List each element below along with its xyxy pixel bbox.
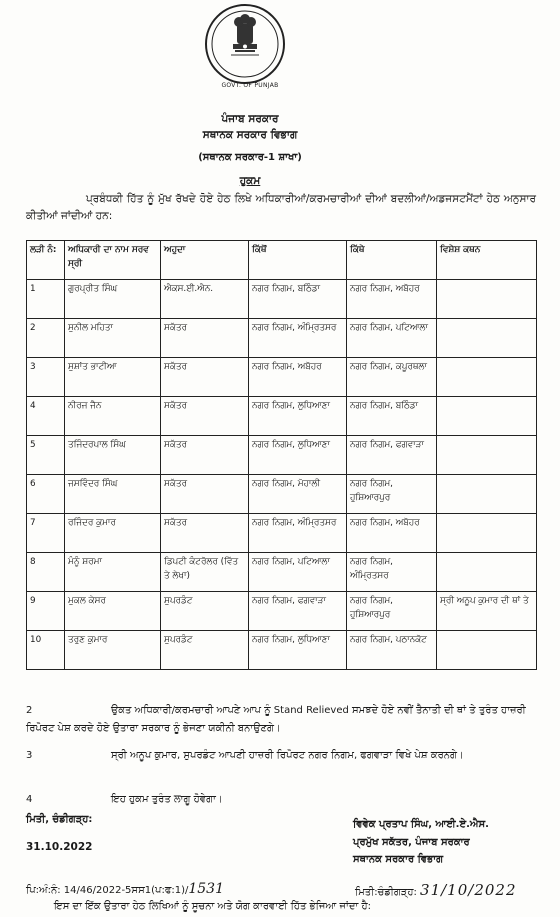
paragraph-number: 3 xyxy=(26,750,33,761)
col-header-name: ਅਧਿਕਾਰੀ ਦਾ ਨਾਮ ਸਰਵ ਸ੍ਰੀ xyxy=(65,241,161,280)
cell-remarks xyxy=(437,514,537,553)
cell-to: ਨਗਰ ਨਿਗਮ, ਪਠਾਨਕੋਟ xyxy=(347,631,437,670)
state-emblem-icon xyxy=(203,2,287,86)
cell-remarks: ਸ੍ਰੀ ਅਨੂਪ ਕੁਮਾਰ ਦੀ ਥਾਂ ਤੇ xyxy=(437,592,537,631)
cell-remarks xyxy=(437,358,537,397)
cell-name: ਨੀਰਜ ਜੈਨ xyxy=(65,397,161,436)
paragraph-4 xyxy=(26,791,541,809)
cell-designation: ਸਕੱਤਰ xyxy=(161,514,249,553)
cell-remarks xyxy=(437,319,537,358)
cell-remarks xyxy=(437,475,537,514)
endorsement-date-prefix: ਮਿਤੀ:ਚੰਡੀਗੜ੍ਹ: xyxy=(355,887,417,898)
order-date: 31.10.2022 xyxy=(26,841,93,853)
cell-from: ਨਗਰ ਨਿਗਮ, ਮੋਹਾਲੀ xyxy=(249,475,347,514)
header-branch: (ਸਥਾਨਕ ਸਰਕਾਰ-1 ਸ਼ਾਖਾ) xyxy=(198,152,302,163)
cell-name: ਮੁਕਲ ਕੇਸਰ xyxy=(65,592,161,631)
paragraph-text: ਸ੍ਰੀ ਅਨੂਪ ਕੁਮਾਰ, ਸੁਪਰਡੰਟ ਆਪਣੀ ਹਾਜ਼ਰੀ ਰਿਪੋਰਟ ਨਗਰ ਨਿਗਮ, ਫਗਵਾੜਾ ਵਿਖੇ ਪੇਸ਼ ਕਰਨਗੇ। xyxy=(111,750,464,761)
col-header-to: ਕਿੱਥੇ xyxy=(347,241,437,280)
cell-name: ਮੰਨੂੰ ਸ਼ਰਮਾ xyxy=(65,553,161,592)
cell-serial: 8 xyxy=(27,553,65,592)
table-row xyxy=(27,631,537,670)
paragraph-text: ਉਕਤ ਅਧਿਕਾਰੀ/ਕਰਮਚਾਰੀ ਆਪਣੇ ਆਪ ਨੂੰ Stand Relieved ਸਮਝਦੇ ਹੋਏ ਨਵੀਂ ਤੈਨਾਤੀ ਦੀ ਥਾਂ ਤੇ ਤੁਰੰਤ ਹਾਜ਼ਰੀ ਰਿਪੋਰਟ ਪੇਸ਼ ਕਰਦੇ ਹੋਏ ਉਤਾਰਾ ਸਰਕਾਰ ਨੂੰ ਭੇਜਣਾ ਯਕੀਨੀ ਬਨਾਉਣਗੇ। xyxy=(26,705,526,734)
cell-from: ਨਗਰ ਨਿਗਮ, ਲੁਧਿਆਣਾ xyxy=(249,436,347,475)
cell-to: ਨਗਰ ਨਿਗਮ, ਹੁਸ਼ਿਆਰਪੁਰ xyxy=(347,592,437,631)
cell-to: ਨਗਰ ਨਿਗਮ, ਪਟਿਆਲਾ xyxy=(347,319,437,358)
header-government: ਪੰਜਾਬ ਸਰਕਾਰ xyxy=(221,113,279,125)
cell-remarks xyxy=(437,436,537,475)
cell-name: ਤਰੁਣ ਕੁਮਾਰ xyxy=(65,631,161,670)
table-row xyxy=(27,436,537,475)
cell-name: ਜਸਵਿੰਦਰ ਸਿੰਘ xyxy=(65,475,161,514)
transfer-table xyxy=(26,240,537,670)
place-label: ਮਿਤੀ, ਚੰਡੀਗੜ੍ਹ: xyxy=(26,814,93,825)
cell-name: ਤਜਿੰਦਰਪਾਲ ਸਿੰਘ xyxy=(65,436,161,475)
cell-name: ਸੁਨੀਲ ਮਹਿਤਾ xyxy=(65,319,161,358)
handwritten-date: 31/10/2022 xyxy=(420,881,517,899)
cell-remarks xyxy=(437,631,537,670)
cell-from: ਨਗਰ ਨਿਗਮ, ਲੁਧਿਆਣਾ xyxy=(249,397,347,436)
emblem-caption: GOVT. OF PUNJAB xyxy=(221,82,279,89)
cell-designation: ਸੁਪਰਡੰਟ xyxy=(161,631,249,670)
table-header-row xyxy=(27,241,537,280)
cell-designation: ਸਕੱਤਰ xyxy=(161,397,249,436)
cell-designation: ਸਕੱਤਰ xyxy=(161,319,249,358)
endorsement-prefix: ਪਿ:ਅੰ:ਨੰ: 14/46/2022-5ਸਸ1(ਪ:ਫ:1)/ xyxy=(26,885,189,896)
cell-from: ਨਗਰ ਨਿਗਮ, ਪਟਿਆਲਾ xyxy=(249,553,347,592)
signatory-name: ਵਿਵੇਕ ਪ੍ਰਤਾਪ ਸਿੰਘ, ਆਈ.ਏ.ਐਸ. xyxy=(353,819,489,830)
cell-designation: ਡਿਪਟੀ ਕੰਟਰੋਲਰ (ਵਿੱਤ ਤੇ ਲੇਖਾ) xyxy=(161,553,249,592)
cell-serial: 3 xyxy=(27,358,65,397)
cell-serial: 4 xyxy=(27,397,65,436)
endorsement-date xyxy=(355,881,517,899)
cell-name: ਸੁਸ਼ਾਂਤ ਭਾਟੀਆ xyxy=(65,358,161,397)
intro-text: ਪ੍ਰਬੰਧਕੀ ਹਿੱਤ ਨੂੰ ਮੁੱਖ ਰੱਖਦੇ ਹੋਏ ਹੇਠ ਲਿਖੇ ਅਧਿਕਾਰੀਆਂ/ਕਰਮਚਾਰੀਆਂ ਦੀਆਂ ਬਦਲੀਆਂ/ਅਡਜਸਟਮੈਂਟਾਂ ਹੇਠ ਅਨੁਸਾਰ ਕੀਤੀਆਂ ਜਾਂਦੀਆਂ ਹਨ: xyxy=(26,193,536,222)
cell-designation: ਸੁਪਰਡੰਟ xyxy=(161,592,249,631)
endorsement-number xyxy=(26,881,224,897)
table-row xyxy=(27,358,537,397)
table-row xyxy=(27,553,537,592)
cell-serial: 7 xyxy=(27,514,65,553)
header-department: ਸਥਾਨਕ ਸਰਕਾਰ ਵਿਭਾਗ xyxy=(202,129,298,141)
table-row xyxy=(27,397,537,436)
cell-serial: 6 xyxy=(27,475,65,514)
cell-from: ਨਗਰ ਨਿਗਮ, ਫਗਵਾੜਾ xyxy=(249,592,347,631)
cell-to: ਨਗਰ ਨਿਗਮ, ਫਗਵਾੜਾ xyxy=(347,436,437,475)
cell-name: ਗੁਰਪ੍ਰੀਤ ਸਿੰਘ xyxy=(65,280,161,319)
cell-designation: ਸਕੱਤਰ xyxy=(161,358,249,397)
intro-paragraph xyxy=(26,191,536,225)
cell-designation: ਸਕੱਤਰ xyxy=(161,436,249,475)
cell-remarks xyxy=(437,553,537,592)
signature-block xyxy=(353,816,489,869)
cell-from: ਨਗਰ ਨਿਗਮ, ਅੰਮ੍ਰਿਤਸਰ xyxy=(249,514,347,553)
cell-serial: 9 xyxy=(27,592,65,631)
table-row xyxy=(27,280,537,319)
table-row xyxy=(27,514,537,553)
cell-to: ਨਗਰ ਨਿਗਮ, ਅਬੋਹਰ xyxy=(347,280,437,319)
cell-to: ਨਗਰ ਨਿਗਮ, ਅਬੋਹਰ xyxy=(347,514,437,553)
col-header-from: ਕਿੱਥੋਂ xyxy=(249,241,347,280)
cell-designation: ਸਕੱਤਰ xyxy=(161,475,249,514)
cell-name: ਰਜਿੰਦਰ ਕੁਮਾਰ xyxy=(65,514,161,553)
signatory-title: ਪ੍ਰਮੁੱਖ ਸਕੱਤਰ, ਪੰਜਾਬ ਸਰਕਾਰ xyxy=(353,836,470,848)
distribution-note: ਇਸ ਦਾ ਇੱਕ ਉਤਾਰਾ ਹੇਠ ਲਿਖਿਆਂ ਨੂੰ ਸੂਚਨਾ ਅਤੇ ਯੋਗ ਕਾਰਵਾਈ ਹਿੱਤ ਭੇਜਿਆ ਜਾਂਦਾ ਹੈ: xyxy=(54,901,372,912)
header-order: ਹੁਕਮ xyxy=(239,175,261,187)
paragraph-text: ਇਹ ਹੁਕਮ ਤੁਰੰਤ ਲਾਗੂ ਹੋਵੇਗਾ। xyxy=(111,794,223,805)
signatory-department: ਸਥਾਨਕ ਸਰਕਾਰ ਵਿਭਾਗ xyxy=(353,854,444,865)
cell-from: ਨਗਰ ਨਿਗਮ, ਅੰਮ੍ਰਿਤਸਰ xyxy=(249,319,347,358)
table-row xyxy=(27,592,537,631)
cell-from: ਨਗਰ ਨਿਗਮ, ਅਬੋਹਰ xyxy=(249,358,347,397)
col-header-serial: ਲੜੀ ਨੰ: xyxy=(27,241,65,280)
handwritten-number: 1531 xyxy=(188,881,224,897)
cell-serial: 5 xyxy=(27,436,65,475)
table-row xyxy=(27,475,537,514)
cell-remarks xyxy=(437,397,537,436)
cell-from: ਨਗਰ ਨਿਗਮ, ਬਠਿੰਡਾ xyxy=(249,280,347,319)
paragraph-3 xyxy=(26,747,541,765)
paragraph-2 xyxy=(26,702,541,738)
cell-to: ਨਗਰ ਨਿਗਮ, ਅੰਮ੍ਰਿਤਸਰ xyxy=(347,553,437,592)
cell-remarks xyxy=(437,280,537,319)
cell-to: ਨਗਰ ਨਿਗਮ, ਕਪੂਰਥਲਾ xyxy=(347,358,437,397)
cell-to: ਨਗਰ ਨਿਗਮ, ਬਠਿੰਡਾ xyxy=(347,397,437,436)
col-header-designation: ਅਹੁਦਾ xyxy=(161,241,249,280)
paragraph-number: 4 xyxy=(26,794,33,805)
cell-from: ਨਗਰ ਨਿਗਮ, ਲੁਧਿਆਣਾ xyxy=(249,631,347,670)
cell-serial: 10 xyxy=(27,631,65,670)
cell-designation: ਐਕਸ.ਈ.ਐਨ. xyxy=(161,280,249,319)
cell-serial: 2 xyxy=(27,319,65,358)
cell-serial: 1 xyxy=(27,280,65,319)
paragraph-number: 2 xyxy=(26,705,33,716)
table-row xyxy=(27,319,537,358)
cell-to: ਨਗਰ ਨਿਗਮ, ਹੁਸ਼ਿਆਰਪੁਰ xyxy=(347,475,437,514)
col-header-remarks: ਵਿਸ਼ੇਸ਼ ਕਥਨ xyxy=(437,241,537,280)
